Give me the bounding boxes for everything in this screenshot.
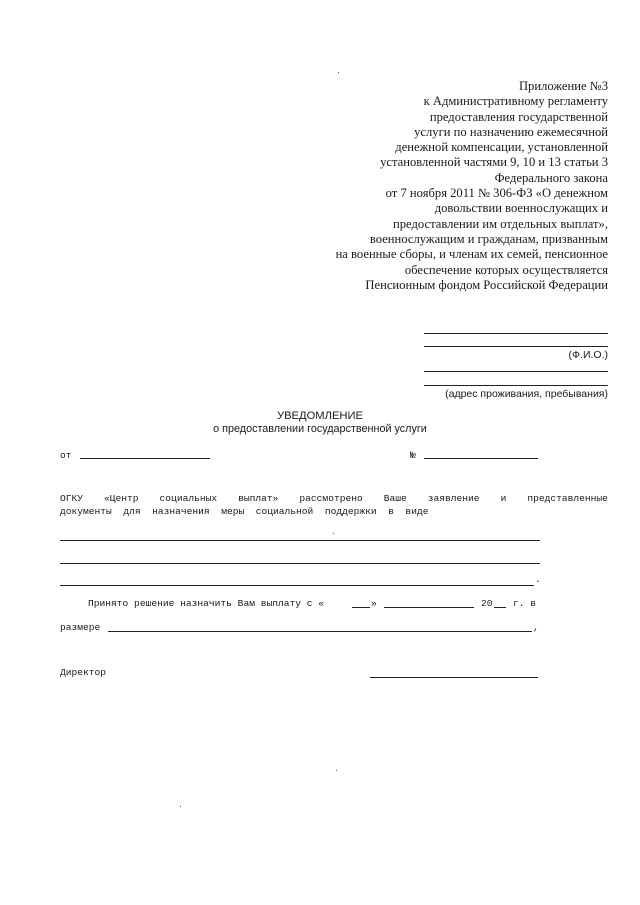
appendix-line: предоставлении им отдельных выплат», [393, 216, 608, 231]
amount-comma: , [533, 622, 539, 633]
decision-year-field[interactable] [494, 607, 506, 608]
body-word: выплат» [238, 493, 279, 504]
body-line-1 [60, 493, 608, 504]
appendix-line: услуги по назначению ежемесячной [414, 124, 608, 139]
recipient-fio-line-2[interactable] [424, 346, 608, 347]
body-word: «Центр [104, 493, 139, 504]
body-word: Ваше [383, 493, 407, 504]
appendix-block [278, 79, 608, 293]
notice-subtitle: о предоставлении государственной услуги [213, 423, 427, 435]
appendix-line: Пенсионным фондом Российской Федерации [365, 277, 608, 292]
appendix-line: обеспечение которых осуществляется [404, 262, 608, 277]
appendix-line: денежной компенсации, установленной [395, 140, 608, 155]
address-caption: (адрес проживания, пребывания) [445, 388, 608, 400]
recipient-fio-line-1[interactable] [424, 333, 608, 334]
number-field[interactable] [424, 458, 538, 459]
decision-quote-close: » [371, 598, 377, 609]
director-label: Директор [60, 667, 107, 678]
number-label: № [410, 450, 416, 461]
support-type-line-3[interactable] [60, 585, 534, 586]
amount-label: размере [60, 622, 101, 633]
scan-speck [180, 806, 181, 807]
decision-year-prefix: 20 [481, 598, 493, 609]
decision-tail-text: г. в [513, 598, 537, 609]
recipient-address-line-1[interactable] [424, 371, 608, 372]
support-type-line-2[interactable] [60, 563, 540, 564]
body-word: представленные [527, 493, 608, 504]
decision-text: Принято решение назначить Вам выплату с « [88, 598, 325, 609]
scan-speck [338, 72, 339, 73]
amount-field[interactable] [108, 631, 532, 632]
appendix-line: предоставления государственной [429, 109, 608, 124]
decision-tail [513, 598, 538, 609]
appendix-line: установленной частями 9, 10 и 13 статьи 3 [380, 155, 608, 170]
appendix-line: к Административному регламенту [423, 94, 608, 109]
body-word: ОГКУ [60, 493, 84, 504]
from-label: от [60, 450, 72, 461]
decision-month-field[interactable] [384, 607, 474, 608]
appendix-line: на военные сборы, и членам их семей, пенсионное [335, 247, 608, 262]
body-word: и [500, 493, 507, 504]
body-word: рассмотрено [299, 493, 363, 504]
appendix-line: от 7 ноября 2011 № 306-ФЗ «О денежном [385, 186, 608, 201]
scan-speck [333, 533, 334, 534]
appendix-line: Федерального закона [494, 170, 608, 185]
fio-caption: (Ф.И.О.) [568, 349, 608, 361]
decision-day-field[interactable] [352, 607, 370, 608]
appendix-line: довольствии военнослужащих и [434, 201, 608, 216]
director-signature-field[interactable] [370, 677, 538, 678]
body-line-2: документы для назначения меры социальной поддержки в виде [60, 506, 429, 517]
body-word: социальных [159, 493, 218, 504]
notice-title: УВЕДОМЛЕНИЕ [276, 410, 363, 422]
scan-speck [336, 770, 337, 771]
recipient-address-line-2[interactable] [424, 385, 608, 386]
appendix-line: военнослужащим и гражданам, призванным [369, 231, 608, 246]
support-type-period: . [535, 574, 541, 585]
from-date-field[interactable] [80, 458, 210, 459]
appendix-line: Приложение №3 [518, 79, 608, 93]
support-type-line-1[interactable] [60, 540, 540, 541]
body-word: заявление [427, 493, 480, 504]
